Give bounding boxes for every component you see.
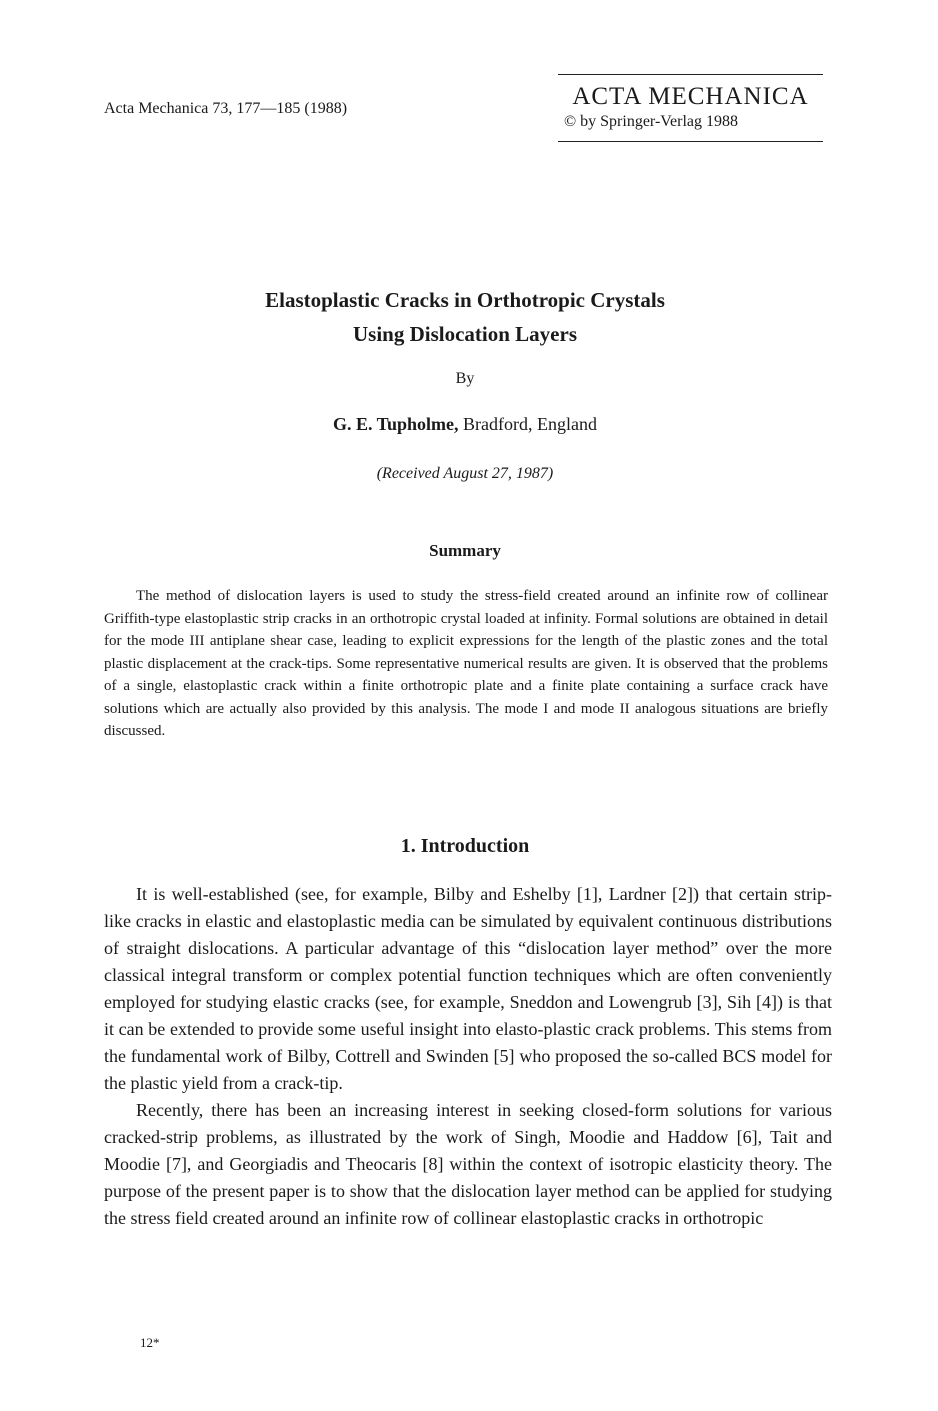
by-line: By xyxy=(455,370,475,387)
copyright-notice: © by Springer-Verlag 1988 xyxy=(564,113,739,130)
introduction-paragraph-1: It is well-established (see, for example, Bilby and Eshelby [1], Lardner [2]) that certain strip-like cracks in elastic and elastoplastic media can be simulated by equivalent continuous distributions of straight dislocations. A particular advantage of this “dislocation layer method” over the more classical integral transform or complex potential function techniques which are often conveniently employed for studying elastic cracks (see, for example, Sneddon and Lowengrub [3], Sih [4]) is that it can be extended to provide some useful insight into elasto-plastic crack problems. This stems from the fundamental work of Bilby, Cottrell and Swinden [5] who proposed the so-called BCS model for the plastic yield from a crack-tip. xyxy=(104,884,832,1093)
title-line-2: Using Dislocation Layers xyxy=(352,322,577,346)
author-line xyxy=(104,414,826,435)
received-date: (Received August 27, 1987) xyxy=(376,465,554,482)
journal-name: ACTA MECHANICA xyxy=(572,83,809,110)
summary-heading: Summary xyxy=(429,541,501,560)
article-title xyxy=(104,283,826,351)
masthead-bottom-rule xyxy=(558,141,823,142)
journal-citation: Acta Mechanica 73, 177—185 (1988) xyxy=(104,100,348,117)
introduction-paragraph-2: Recently, there has been an increasing interest in seeking closed-form solutions for various cracked-strip problems, as illustrated by the work of Singh, Moodie and Haddow [6], Tait and Moodie [7], and Georgiadis and Theocaris [8] within the context of isotropic elasticity theory. The purpose of the present paper is to show that the dislocation layer method can be applied for studying the stress field created around an infinite row of collinear elastoplastic cracks in orthotropic xyxy=(104,1100,832,1228)
author-affiliation: Bradford, England xyxy=(458,414,598,434)
summary-text: The method of dislocation layers is used to study the stress-field created around an infinite row of collinear Griffith-type elastoplastic strip cracks in an orthotropic crystal loaded at infinity. Formal solutions are obtained in detail for the mode III antiplane shear case, leading to explicit expressions for the length of the plastic zones and the total plastic displacement at the crack-tips. Some representative numerical results are given. It is observed that the problems of a single, elastoplastic crack within a finite orthotropic plate and a finite plate containing a surface crack have solutions which are actually also provided by this analysis. The mode I and mode II analogous situations are briefly discussed. xyxy=(104,588,828,739)
title-line-1: Elastoplastic Cracks in Orthotropic Crystals xyxy=(265,288,665,312)
author-name: G. E. Tupholme, xyxy=(332,414,459,434)
introduction-heading: 1. Introduction xyxy=(400,835,530,857)
journal-masthead xyxy=(558,74,823,142)
page-marker: 12* xyxy=(140,1335,160,1350)
introduction-body xyxy=(104,881,832,1232)
masthead-top-rule xyxy=(558,74,823,75)
